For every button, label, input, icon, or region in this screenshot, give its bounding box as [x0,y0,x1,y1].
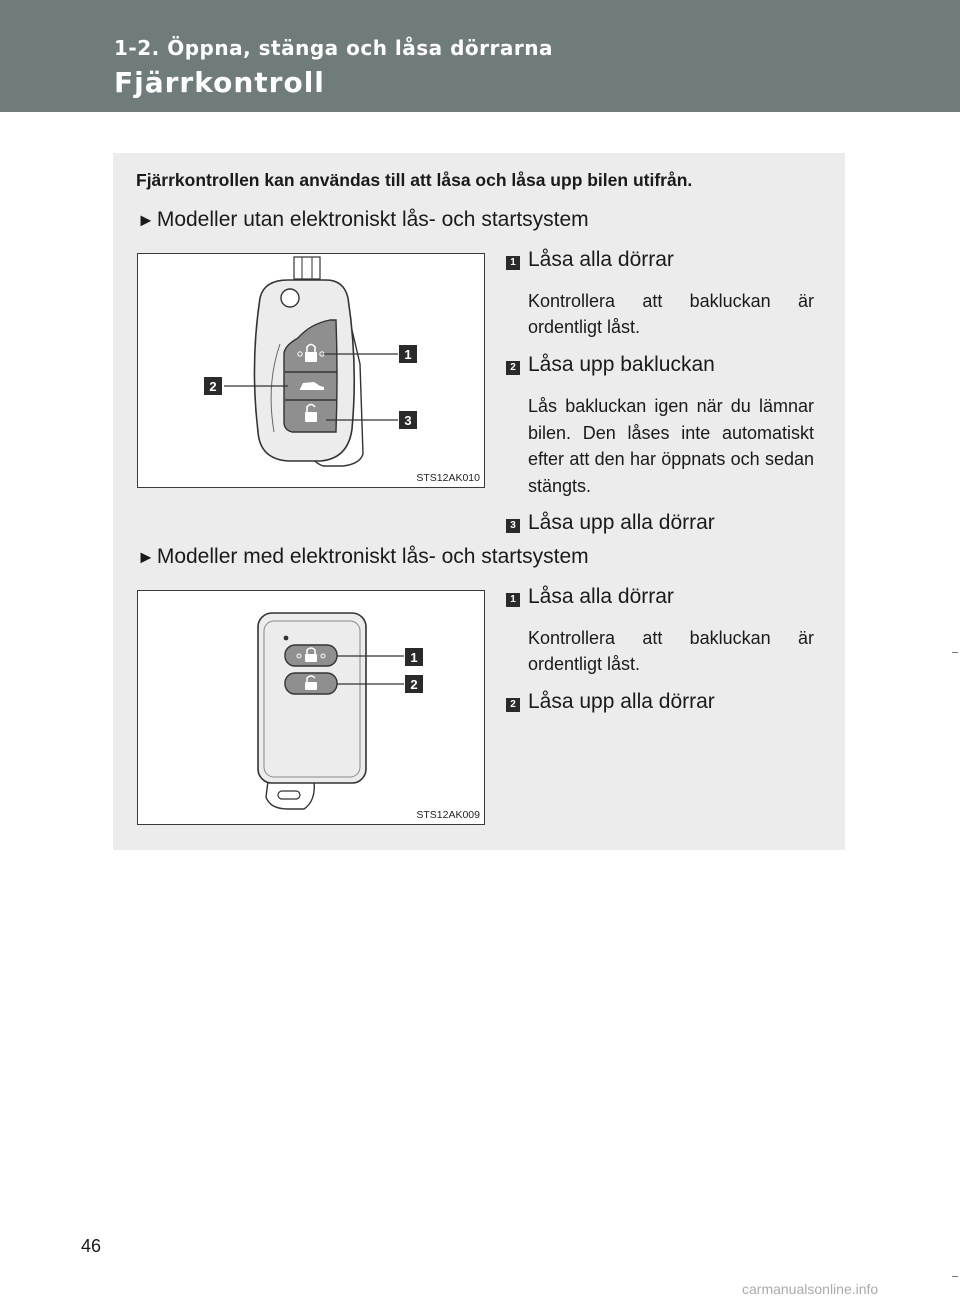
item-desc-line: ordentligt låst. [528,654,641,674]
item-desc-line: ordentligt låst. [528,317,641,337]
item-heading-unlock-all-smart: 2 Låsa upp alla dörrar [506,690,715,714]
section-label: 1-2. Öppna, stänga och låsa dörrarna [114,36,553,60]
page-number: 46 [81,1236,102,1256]
item-desc-line: Kontrollera att bakluckan är [528,628,814,648]
number-badge: 2 [506,361,520,375]
chapter-header [0,0,960,112]
svg-text:2: 2 [209,379,217,394]
crop-mark [952,1276,958,1277]
intro-text: Fjärrkontrollen kan användas till att låsa och låsa upp bilen utifrån. [136,170,693,190]
number-badge: 1 [506,256,520,270]
model-heading-text: Modeller utan elektroniskt lås- och startsystem [156,208,589,231]
svg-text:1: 1 [404,347,412,362]
key-fob-smart-illustration [138,591,484,824]
crop-mark [952,8,958,9]
number-badge: 3 [506,519,520,533]
model-heading-with-smart [137,545,589,569]
svg-text:3: 3 [404,413,412,428]
figure-key-fob-flip [137,253,485,488]
number-badge: 2 [506,698,520,712]
figure-code: STS12AK010 [416,472,480,484]
number-badge: 1 [506,593,520,607]
arrow-icon: ► [137,210,155,230]
item-heading-lock-all: 1 Låsa alla dörrar [506,248,674,272]
crop-mark [952,652,958,653]
item-heading-unlock-all: 3 Låsa upp alla dörrar [506,511,715,535]
svg-text:2: 2 [410,677,418,692]
key-fob-flip-illustration [138,254,484,487]
watermark: carmanualsonline.info [742,1281,879,1297]
item-heading-lock-all-smart: 1 Låsa alla dörrar [506,585,674,609]
model-heading-text: Modeller med elektroniskt lås- och startsystem [156,545,589,568]
item-heading-unlock-trunk: 2 Låsa upp bakluckan [506,353,715,377]
page-title: Fjärrkontroll [114,66,325,99]
svg-text:1: 1 [410,650,418,665]
model-heading-without-smart [137,208,589,232]
arrow-icon: ► [137,547,155,567]
figure-code: STS12AK009 [416,809,480,821]
figure-key-fob-smart [137,590,485,825]
item-desc: Lås bakluckan igen när du lämnar bilen. Den låses inte automatiskt efter att den har öppnats och sedan stängts. [528,396,814,496]
item-desc-line: Kontrollera att bakluckan är [528,291,814,311]
